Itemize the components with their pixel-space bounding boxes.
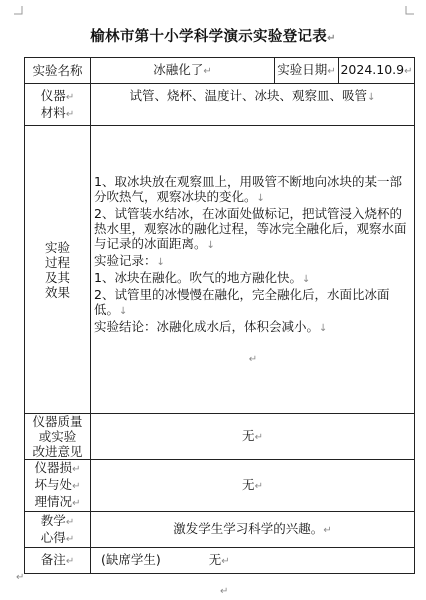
experiment-date-label-cell: 实验日期↵ <box>275 58 339 84</box>
crop-mark-top-left <box>14 6 23 15</box>
experiment-name-cell[interactable]: 冰融化了↵ <box>91 58 275 84</box>
process-end-mark: ↵ <box>248 354 258 365</box>
row-process <box>25 126 415 414</box>
row-quality <box>25 414 415 460</box>
remark-cell[interactable]: (缺席学生) 无↵ <box>91 548 415 574</box>
row-remark <box>25 548 415 574</box>
quality-label-cell: 仪器质量 或实验 改进意见 <box>25 414 91 460</box>
row-experiment-name <box>25 58 415 84</box>
process-step-2: 2、试管装水结冰，在冰面处做标记，把试管浸入烧杯的热水里，观察冰的融化过程，等冰完全融化后，观察水面与记录的冰面距离。↓ <box>94 206 407 251</box>
row-teaching <box>25 512 415 548</box>
paragraph-mark-bottom: ↵ <box>220 586 229 597</box>
teaching-label-cell: 教学↵ 心得↵ <box>25 512 91 548</box>
document-title: 榆林市第十小学科学演示实验登记表↵ <box>90 29 336 45</box>
record-heading: 实验记录：↓ <box>94 253 165 268</box>
absent-students-label: (缺席学生) <box>101 552 161 567</box>
materials-cell[interactable]: 试管、烧杯、温度计、冰块、观察皿、吸管↓ <box>91 84 415 126</box>
process-label-cell: 实验 过程 及其 效果 <box>25 126 91 414</box>
remark-value: 无 <box>208 552 222 567</box>
record-item-1: 1、冰块在融化。吹气的地方融化快。↓ <box>94 270 311 285</box>
experiment-registration-table <box>24 57 415 574</box>
experiment-name-label-cell: 实验名称 <box>25 58 91 84</box>
remark-label-cell: 备注↵ <box>25 548 91 574</box>
process-cell[interactable] <box>91 126 415 414</box>
paragraph-mark-below-table: ↵ <box>16 572 25 583</box>
record-item-2: 2、试管里的冰慢慢在融化，完全融化后，水面比冰面低。↓ <box>94 287 390 317</box>
conclusion: 实验结论：冰融化成水后，体积会减小。↓ <box>94 319 328 334</box>
quality-cell[interactable]: 无↵ <box>91 414 415 460</box>
damage-cell[interactable]: 无↵ <box>91 460 415 512</box>
process-step-1: 1、取冰块放在观察皿上，用吸管不断地向冰块的某一部分吹热气，观察冰块的变化。↓ <box>94 174 402 204</box>
teaching-cell[interactable]: 激发学生学习科学的兴趣。↵ <box>91 512 415 548</box>
row-materials <box>25 84 415 126</box>
row-damage <box>25 460 415 512</box>
materials-label-cell: 仪器↵ 材料↵ <box>25 84 91 126</box>
damage-label-cell: 仪器损↵ 坏与处↵ 理情况↵ <box>25 460 91 512</box>
crop-mark-top-right <box>405 6 414 15</box>
experiment-date-cell[interactable]: 2024.10.9↵ <box>339 58 415 84</box>
